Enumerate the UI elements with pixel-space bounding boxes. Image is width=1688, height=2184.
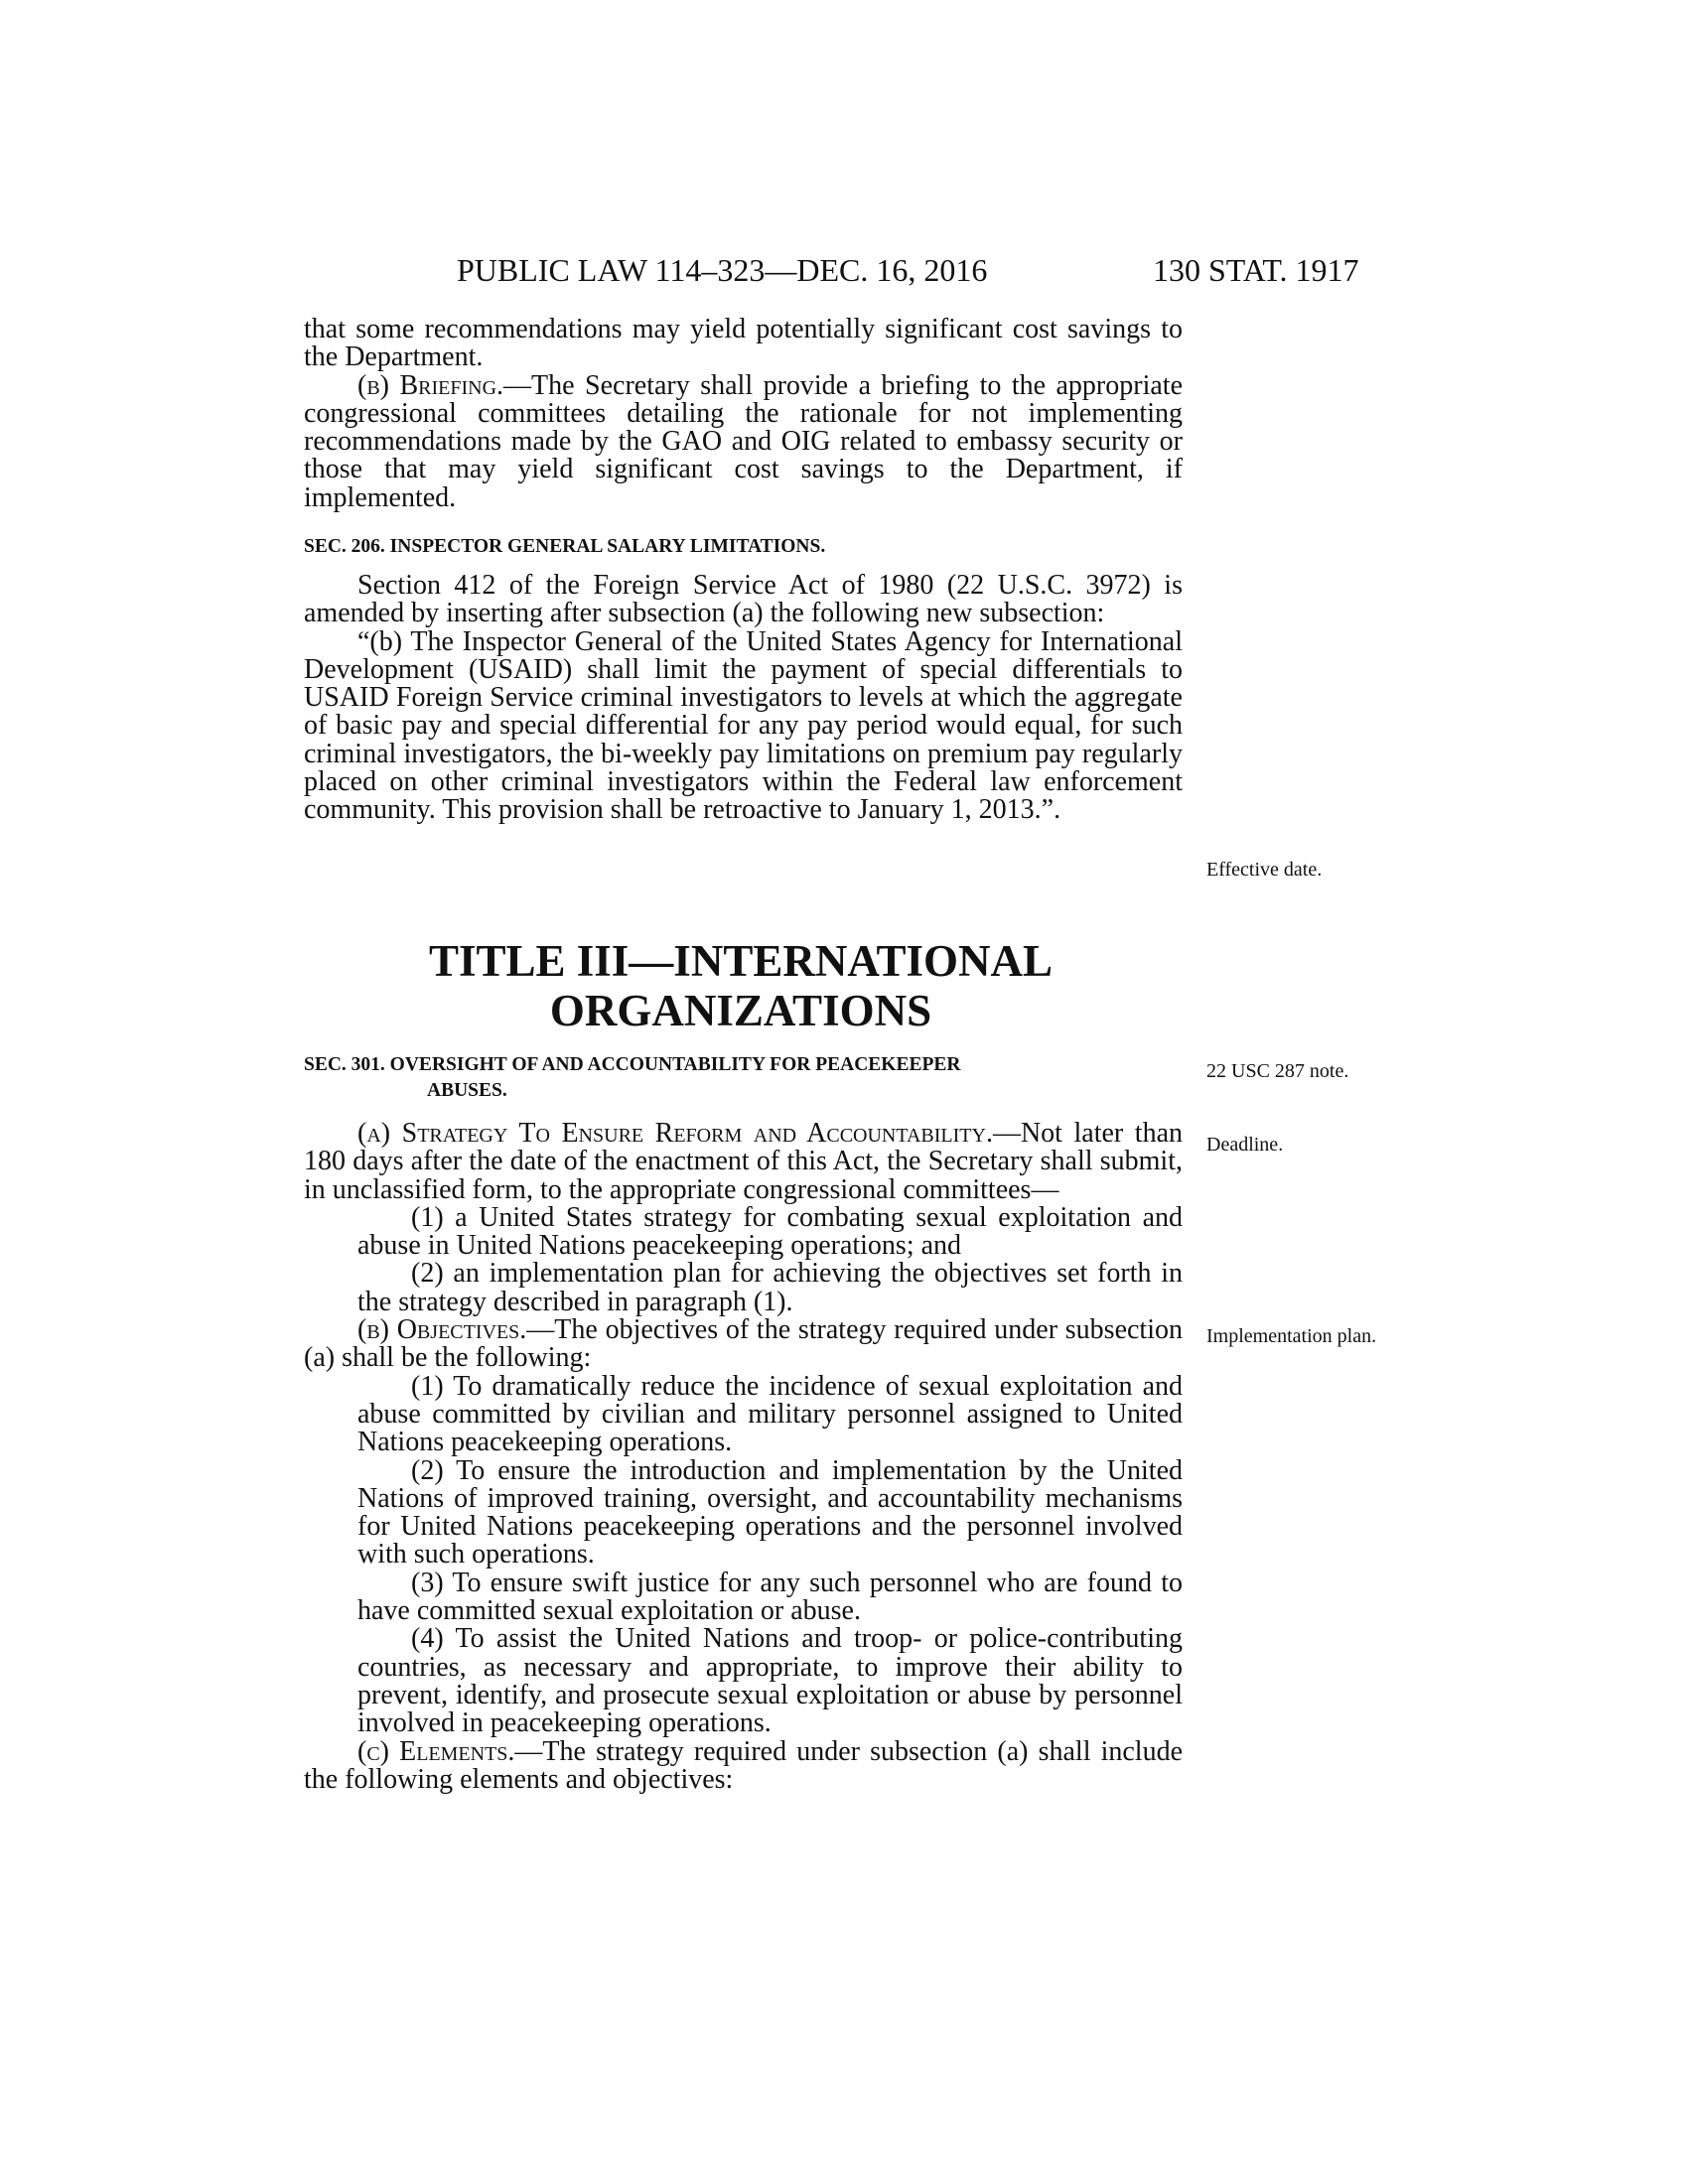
briefing-text: —The Secretary shall provide a briefing to the appropriate congressional committees detailing the rationale for not implementing recommendations made by the GAO and OIG related to embassy security or those that may yield significant cost savings to the Department, if implemented. xyxy=(304,369,1183,513)
subsection-b-label: (b) Objectives. xyxy=(357,1314,527,1346)
margin-note-implementation-plan: Implementation plan. xyxy=(1206,1325,1377,1347)
section-206-heading-text: SEC. 206. INSPECTOR GENERAL SALARY LIMITATIONS. xyxy=(304,536,826,557)
section-206-paragraph-2: “(b) The Inspector General of the United States Agency for International Development (USAID) shall limit the payment of special differentials to USAID Foreign Service criminal investigators to levels at which the aggregate of basic pay and special differential for any pay period would equal, for such criminal investigators, the bi-weekly pay limitations on premium pay regularly placed on other criminal investigators within the Federal law enforcement community. This provision shall be retroactive to January 1, 2013.”. xyxy=(304,625,1183,826)
margin-note-usc: 22 USC 287 note. xyxy=(1206,1060,1349,1082)
paragraph-b1: (1) To dramatically reduce the incidence of sexual exploitation and abuse committed by civilian and military personnel assigned to United Nations peacekeeping operations. xyxy=(357,1370,1183,1458)
paragraph-b4: (4) To assist the United Nations and troop- or police-contributing countries, as necessary and appropriate, to improve their ability to prevent, identify, and prosecute sexual exploitation or abuse by personnel involved in peacekeeping operations. xyxy=(357,1623,1183,1739)
subsection-c xyxy=(304,1735,1183,1795)
continuation-paragraph: that some recommendations may yield potentially significant cost savings to the Department. xyxy=(304,314,1183,373)
title-iii-heading xyxy=(304,936,1178,1035)
section-301-heading-line-1: SEC. 301. OVERSIGHT OF AND ACCOUNTABILITY FOR PEACEKEEPER xyxy=(304,1054,961,1075)
section-206-heading xyxy=(304,534,1183,560)
paragraph-a1: (1) a United States strategy for combating sexual exploitation and abuse in United Nations peacekeeping operations; and xyxy=(357,1201,1183,1262)
section-301-body xyxy=(304,1120,1183,1794)
subsection-a-label: (a) Strategy To Ensure Reform and Accountability. xyxy=(357,1118,993,1149)
briefing-paragraph xyxy=(304,369,1183,513)
section-301-heading xyxy=(304,1052,1183,1104)
briefing-label: (b) Briefing. xyxy=(357,369,504,401)
running-header-left: PUBLIC LAW 114–323—DEC. 16, 2016 xyxy=(457,252,988,288)
title-line-2: ORGANIZATIONS xyxy=(549,986,932,1035)
subsection-a-text: —Not later than 180 days after the date of the enactment of this Act, the Secretary shall submit, in unclassified form, to the appropriate congressional committees— xyxy=(304,1118,1183,1205)
running-header-page-number: 130 STAT. 1917 xyxy=(1153,252,1359,288)
subsection-b xyxy=(304,1316,1183,1373)
section-301-heading-line-2: ABUSES. xyxy=(427,1080,507,1101)
section-206-body xyxy=(304,572,1183,825)
section-206-paragraph-1: Section 412 of the Foreign Service Act of 1980 (22 U.S.C. 3972) is amended by inserting after subsection (a) the following new subsection: xyxy=(304,570,1183,629)
paragraph-b2: (2) To ensure the introduction and implementation by the United Nations of improved training, oversight, and accountability mechanisms for United Nations peacekeeping operations and the personnel involved with such operations. xyxy=(357,1454,1183,1570)
subsection-b-text: —The objectives of the strategy required under subsection (a) shall be the following: xyxy=(304,1314,1183,1374)
margin-note-deadline: Deadline. xyxy=(1206,1134,1284,1156)
paragraph-a2: (2) an implementation plan for achieving the objectives set forth in the strategy described in paragraph (1). xyxy=(357,1258,1183,1317)
paragraph-b3: (3) To ensure swift justice for any such personnel who are found to have committed sexual exploitation or abuse. xyxy=(357,1567,1183,1627)
subsection-a xyxy=(304,1120,1183,1204)
continuation-block xyxy=(304,316,1183,512)
margin-note-effective-date: Effective date. xyxy=(1206,859,1323,881)
subsection-c-text: —The strategy required under subsection (a) shall include the following elements and objectives: xyxy=(304,1735,1183,1795)
subsection-c-label: (c) Elements. xyxy=(357,1735,515,1767)
title-line-1: TITLE III—INTERNATIONAL xyxy=(428,936,1054,986)
